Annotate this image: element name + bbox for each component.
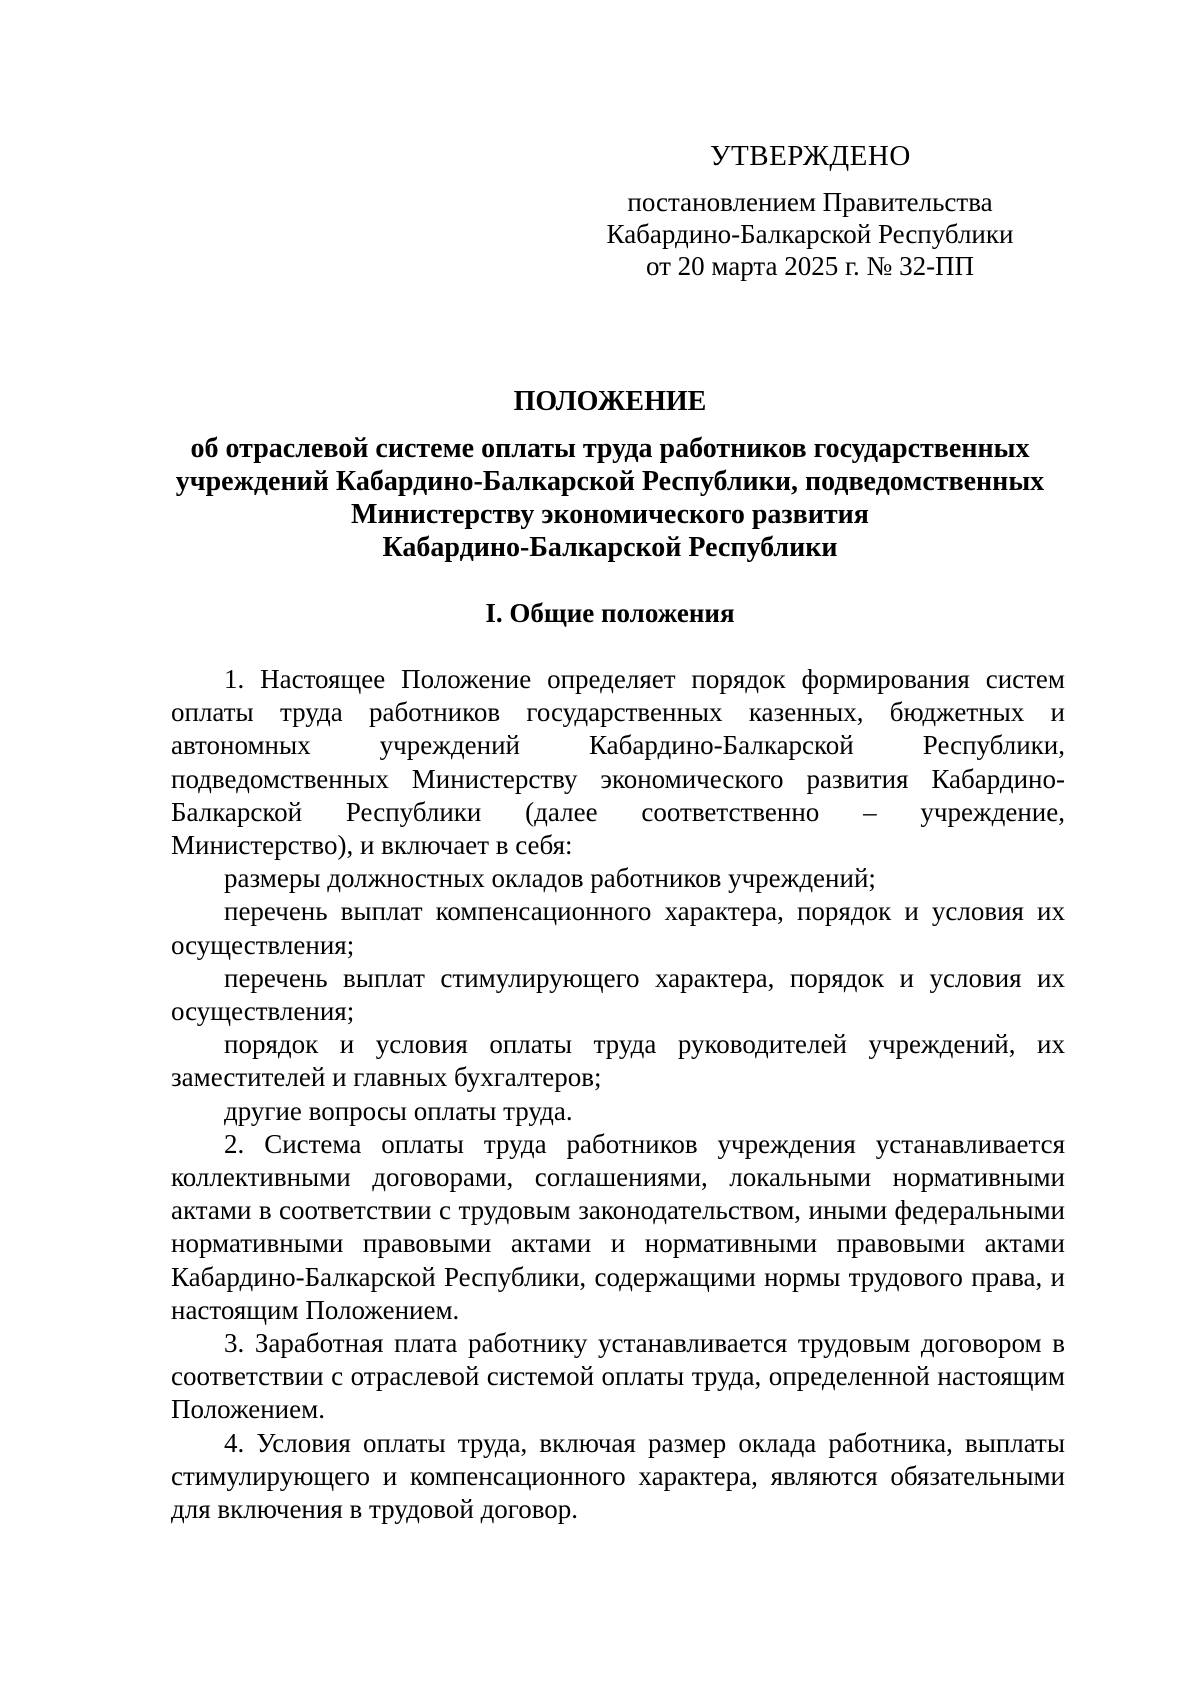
approval-stamp-block (560, 138, 1060, 282)
paragraph: 1. Настоящее Положение определяет порядок формирования систем оплаты труда работников государственных казенных, бюджетных и автономных учреждений Кабардино-Балкарской Республики, подведомственных Министерству экономического развития Кабардино-Балкарской Республики (далее соответственно – учреждение, Министерство), и включает в себя: (171, 664, 1065, 861)
paragraph: порядок и условия оплаты труда руководителей учреждений, их заместителей и главных бухгалтеров; (171, 1029, 1065, 1093)
paragraph: перечень выплат компенсационного характера, порядок и условия их осуществления; (171, 896, 1065, 960)
document-subtitle-line: учреждений Кабардино-Балкарской Республики, подведомственных (175, 466, 1045, 497)
paragraph: размеры должностных окладов работников учреждений; (224, 863, 876, 894)
document-body (171, 663, 1065, 1526)
approved-title: УТВЕРЖДЕНО (710, 140, 911, 172)
section-heading: I. Общие положения (485, 598, 735, 628)
document-subtitle-line: Кабардино-Балкарской Республики (382, 532, 838, 563)
paragraph: 2. Система оплаты труда работников учреждения устанавливается коллективными договорами, соглашениями, локальными нормативными актами в соответствии с трудовым законодательством, иными федеральными нормативными правовыми актами и нормативными правовыми актами Кабардино-Балкарской Республики, содержащими нормы трудового права, и настоящим Положением. (171, 1128, 1065, 1325)
document-title-block (150, 385, 1070, 564)
document-subtitle-line: Министерству экономического развития (351, 499, 869, 530)
paragraph: другие вопросы оплаты труда. (224, 1095, 573, 1126)
paragraph: 3. Заработная плата работнику устанавливается трудовым договором в соответствии с отраслевой системой оплаты труда, определенной настоящим Положением. (171, 1328, 1065, 1425)
document-subtitle-line: об отраслевой системе оплаты труда работников государственных (190, 433, 1030, 464)
paragraph: перечень выплат стимулирующего характера, порядок и условия их осуществления; (171, 962, 1065, 1027)
paragraph: 4. Условия оплаты труда, включая размер оклада работника, выплаты стимулирующего и компенсационного характера, являются обязательными для включения в трудовой договор. (171, 1427, 1065, 1525)
approval-line-1: постановлением Правительства (627, 187, 993, 217)
approval-line-3: от 20 марта 2025 г. № 32-ПП (645, 251, 975, 281)
document-title: ПОЛОЖЕНИЕ (513, 386, 707, 417)
approval-line-2: Кабардино-Балкарской Республики (606, 219, 1014, 249)
